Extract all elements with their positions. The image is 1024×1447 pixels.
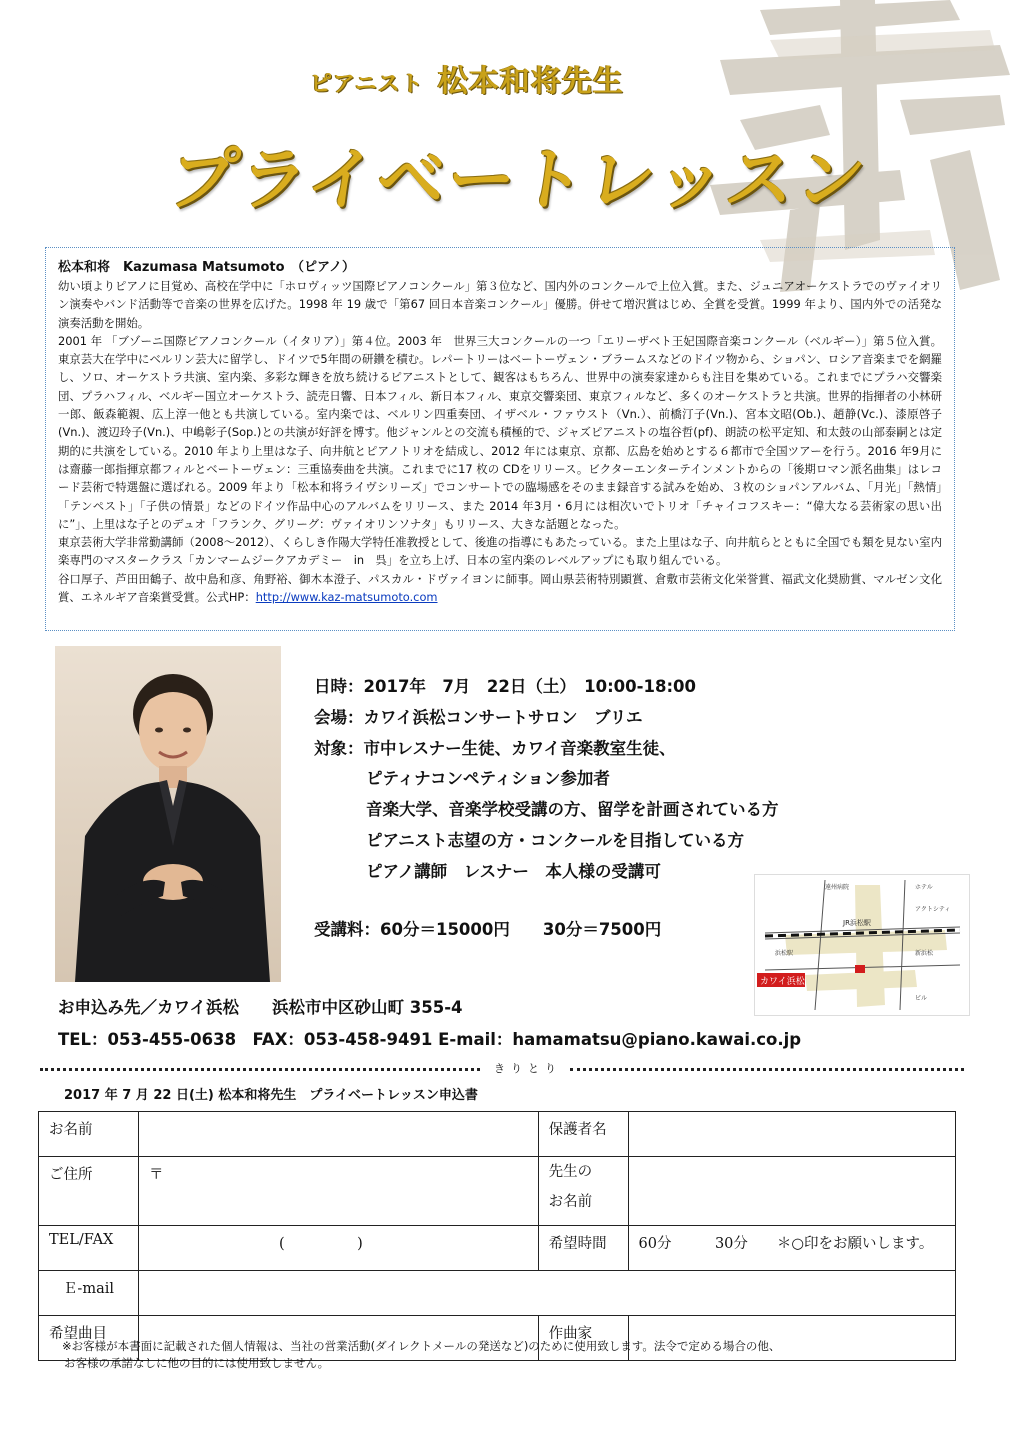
header-subtitle bbox=[310, 56, 624, 100]
application-form bbox=[38, 1111, 956, 1361]
time-options[interactable]: 60分 30分 ＊○印をお願いします。 bbox=[628, 1226, 956, 1271]
address-label: ご住所 bbox=[39, 1157, 139, 1226]
composer-label: 作曲家 bbox=[538, 1316, 628, 1361]
cut-label: きりとり bbox=[490, 1060, 566, 1076]
guardian-label: 保護者名 bbox=[538, 1112, 628, 1157]
postal-mark: 〒 bbox=[148, 1167, 164, 1183]
lesson-target-1: 対象：市中レスナー生徒、カワイ音楽教室生徒、 bbox=[314, 738, 676, 758]
contact-address: お申込み先／カワイ浜松 浜松市中区砂山町 355-4 bbox=[58, 998, 463, 1017]
teacher-label bbox=[538, 1157, 628, 1226]
name-field[interactable] bbox=[138, 1112, 538, 1157]
map-label-5: 浜松駅 bbox=[775, 950, 794, 957]
bio-paragraph-2: 2001 年 「ブゾーニ国際ピアノコンクール（イタリア）」第４位。2003 年 世界三大コンクールの一つ「エリーザベト王妃国際音楽コンクール（ベルギー）」第５位入賞。東京芸大在学中にベルリン芸大に留学し、ドイツで5年間の研鑽を積む。レパートリーはベートーヴェン・ブラームスなどのドイツ物から、ショパン、ロシア音楽までを網羅し、ソロ、オーケストラ共演、室内楽、多彩な輝きを放ち続けるピアニストとして、観客はもちろん、世界中の演奏家達からも注目を集めている。これまでにプラハ交響楽団、プラハフィル、ベルギー国立オーケストラ、読売日響、日本フィル、新日本フィル、東京交響楽団、東京フィルなど、多くのオーケストラと共演。世界的指揮者の小林研一郎、飯森範親、広上淳一他とも共演している。室内楽では、ベルリン四重奏団、イザベル・ファウスト（Vn.）、前橋汀子(Vn.)、宮本文昭(Ob.)、趙静(Vc.)、漆原啓子(Vn.)、渡辺玲子(Vn.)、中嶋彰子(Sop.)との共演が好評を博す。他ジャンルとの交流も積極的で、ジャズピアニストの塩谷哲(pf)、朗読の松平定知、和太鼓の山部泰嗣とは定期的に共演をしている。2010 年より上里はな子、向井航とピアノトリオを結成し、2012 年には東京、京都、広島を始めとする６都市で全国ツアーを行う。2016 年9月には齋藤一郎指揮京都フィルとベートーヴェン：三重協奏曲を共演。これまでに17 枚の CDをリリース。ビクターエンターテインメントからの「後期ロマン派名曲集」はレコード芸術で特選盤に選ばれる。2009 年より「松本和将ライヴシリーズ」でコンサートでの臨場感をそのまま録音する試みを始め、３枚のショパンアルバム、「月光」「熱情」「テンペスト」「子供の情景」などのドイツ作品中心のアルバムをリリース、また 2014 年3月・6月には相次いでトリオ「チャイコフスキー：“偉大なる芸術家の思い出に”」、上里はな子とのデュオ「フランク、グリーグ：ヴァイオリンソナタ」もリリース、大きな話題となった。 bbox=[58, 333, 942, 531]
name-label: お名前 bbox=[39, 1112, 139, 1157]
email-field[interactable] bbox=[138, 1271, 955, 1316]
biography-box bbox=[45, 247, 955, 631]
bio-paragraph-4 bbox=[58, 570, 942, 607]
privacy-notice bbox=[62, 1338, 942, 1372]
subtitle-name: 松本和将先生 bbox=[437, 64, 624, 99]
teacher-name-field[interactable] bbox=[628, 1157, 956, 1226]
lesson-datetime: 日時：2017年 7月 22日（土） 10:00-18:00 bbox=[314, 677, 697, 696]
teacher-label-line-2: お名前 bbox=[548, 1194, 593, 1210]
map-label-1: 遠州病院 bbox=[825, 884, 850, 891]
subtitle-prefix: ピアニスト bbox=[310, 72, 424, 97]
notice-line-1: ※お客様が本書面に記載された個人情報は、当社の営業活動(ダイレクトメールの発送など)のために使用致します。法令で定める場合の他、 bbox=[62, 1339, 781, 1353]
guardian-field[interactable] bbox=[628, 1112, 956, 1157]
bio-paragraph-4-text: 谷口厚子、芦田田鶴子、故中島和彦、角野裕、御木本澄子、パスカル・ドヴァイヨンに師事。岡山県芸術特別顕賞、倉敷市芸術文化栄誉賞、福武文化奨励賞、マルゼン文化賞、エネルギア音楽賞受賞。公式HP： bbox=[58, 571, 942, 605]
email-label: Ｅ-mail bbox=[39, 1271, 139, 1316]
lesson-target-2: ピティナコンペティション参加者 bbox=[366, 769, 610, 789]
tel-label: TEL/FAX bbox=[39, 1226, 139, 1271]
lesson-venue: 会場：カワイ浜松コンサートサロン ブリエ bbox=[314, 707, 643, 727]
tel-field[interactable] bbox=[138, 1226, 538, 1271]
lesson-details bbox=[314, 672, 779, 888]
teacher-label-line-1: 先生の bbox=[548, 1164, 593, 1180]
lesson-target-5: ピアノ講師 レスナー 本人様の受講可 bbox=[366, 861, 661, 881]
tel-paren: ( ) bbox=[278, 1236, 363, 1252]
map-label-2: ホテル bbox=[915, 884, 933, 891]
pianist-photo bbox=[55, 646, 281, 982]
contact-phone-email: TEL：053-455-0638 FAX：053-458-9491 E-mail：hamamatsu@piano.kawai.co.jp bbox=[58, 1030, 802, 1049]
map-shop-label: カワイ浜松 bbox=[760, 977, 805, 987]
form-title: 2017 年 7 月 22 日(土) 松本和将先生 プライベートレッスン申込書 bbox=[64, 1088, 478, 1103]
bio-paragraph-3: 東京芸術大学非常勤講師（2008〜2012）、くらしき作陽大学特任准教授として、後進の指導にもあたっている。また上里はな子、向井航らとともに全国でも類を見ない室内楽専門のマスタークラス「カンマームジークアカデミー in 呉」を立ち上げ、日本の室内楽のレベルアップにも取り組んでいる。 bbox=[58, 535, 942, 568]
lesson-target-3: 音楽大学、音楽学校受講の方、留学を計画されている方 bbox=[366, 800, 779, 820]
map-label-6: ビル bbox=[915, 995, 928, 1002]
map-label-3: アクトシティ bbox=[915, 906, 951, 913]
bio-paragraph-1: 幼い頃よりピアノに目覚め、高校在学中に「ホロヴィッツ国際ピアノコンクール」第３位など、国内外のコンクールで上位入賞。また、ジュニアオーケストラでのヴァイオリン演奏やバンド活動等で音楽の世界を広げた。1998 年 19 歳で「第67 回日本音楽コンクール」優勝。併せて増沢賞はじめ、全賞を受賞。1999 年より、国内外での活発な演奏活動を開始。 bbox=[58, 279, 942, 330]
lesson-fee: 受講料：60分＝15000円 30分＝7500円 bbox=[314, 920, 662, 939]
access-map bbox=[754, 874, 970, 1016]
cut-line bbox=[40, 1062, 964, 1076]
notice-line-2: お客様の承諾なしに他の目的には使用致しません。 bbox=[64, 1356, 330, 1370]
bio-heading: 松本和将 Kazumasa Matsumoto （ピアノ） bbox=[58, 260, 356, 275]
address-field[interactable] bbox=[138, 1157, 538, 1226]
piece-label: 希望曲目 bbox=[39, 1316, 139, 1361]
map-station-label: JR浜松駅 bbox=[843, 919, 871, 927]
time-label: 希望時間 bbox=[538, 1226, 628, 1271]
official-site-link[interactable]: http://www.kaz-matsumoto.com bbox=[255, 590, 438, 605]
map-label-4: 新浜松 bbox=[915, 950, 934, 957]
page-title: プライベートレッスン bbox=[163, 141, 872, 220]
lesson-target-4: ピアニスト志望の方・コンクールを目指している方 bbox=[366, 830, 745, 850]
